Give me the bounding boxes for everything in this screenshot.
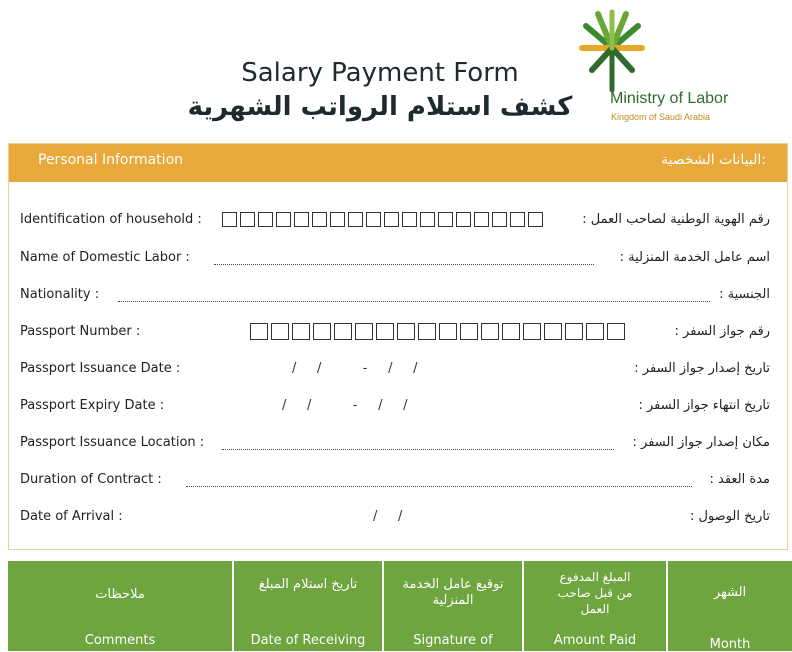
form-title-ar: كشف استلام الرواتب الشهرية: [187, 92, 573, 122]
column-amount-paid-ar: المبلغ المدفوع من قبل صاحب العمل: [557, 570, 633, 616]
column-date-receiving-ar: تاريخ استلام المبلغ: [258, 577, 358, 592]
column-signature-ar: توقيع عامل الخدمة المنزلية: [402, 577, 504, 608]
domestic-labor-label-ar: اسم عامل الخدمة المنزلية :: [619, 250, 770, 265]
column-date-receiving: [234, 561, 384, 651]
contract-duration-label: Duration of Contract :: [20, 472, 162, 487]
issuance-location-label: Passport Issuance Location :: [20, 435, 205, 450]
domestic-labor-label: Name of Domestic Labor :: [20, 250, 190, 265]
contract-duration-label-ar: مدة العقد :: [709, 472, 770, 487]
column-month-ar: الشهر: [713, 585, 747, 600]
expiry-date-field[interactable]: / / - / /: [282, 398, 408, 413]
palm-logo-icon: [578, 8, 646, 92]
column-amount-paid-en: Amount Paid: [553, 633, 637, 648]
arrival-date-label: Date of Arrival :: [20, 509, 123, 524]
passport-number-label-ar: رقم جواز السفر :: [674, 324, 770, 339]
column-date-receiving-en: Date of Receiving: [250, 633, 366, 648]
household-id-label: Identification of household :: [20, 212, 202, 227]
column-month-en: Month: [709, 637, 751, 652]
expiry-date-label: Passport Expiry Date :: [20, 398, 165, 413]
issuance-location-field[interactable]: [222, 449, 614, 450]
column-month: [668, 561, 792, 651]
domestic-labor-field[interactable]: [214, 264, 594, 265]
column-comments-en: Comments: [84, 633, 156, 648]
section-title-ar: البيانات الشخصية:: [661, 152, 766, 168]
household-id-label-ar: رقم الهوية الوطنية لصاحب العمل :: [582, 212, 770, 227]
household-id-boxes[interactable]: [222, 212, 546, 227]
section-title-en: Personal Information: [38, 152, 184, 168]
column-comments-ar: ملاحظات: [95, 587, 145, 602]
ministry-name: Ministry of Labor: [610, 90, 729, 107]
issuance-date-field[interactable]: / / - / /: [292, 361, 418, 376]
column-amount-paid: [524, 561, 668, 651]
arrival-date-field[interactable]: / /: [373, 509, 403, 524]
column-signature: [384, 561, 524, 651]
column-signature-en: Signature of: [413, 633, 493, 648]
arrival-date-label-ar: تاريخ الوصول :: [690, 509, 770, 524]
nationality-field[interactable]: [118, 301, 710, 302]
column-comments: [8, 561, 234, 651]
nationality-label: Nationality :: [20, 287, 100, 302]
personal-info-panel: [8, 143, 788, 550]
issuance-date-label-ar: تاريخ إصدار جواز السفر :: [634, 361, 770, 376]
contract-duration-field[interactable]: [186, 486, 692, 487]
nationality-label-ar: الجنسية :: [719, 287, 770, 302]
ministry-subtitle: Kingdom of Saudi Arabia: [611, 112, 711, 122]
form-title-en: Salary Payment Form: [241, 58, 519, 88]
passport-number-boxes[interactable]: [250, 323, 628, 340]
passport-number-label: Passport Number :: [20, 324, 141, 339]
issuance-date-label: Passport Issuance Date :: [20, 361, 181, 376]
expiry-date-label-ar: تاريخ انتهاء جواز السفر :: [638, 398, 770, 413]
issuance-location-label-ar: مكان إصدار جواز السفر :: [632, 435, 770, 450]
